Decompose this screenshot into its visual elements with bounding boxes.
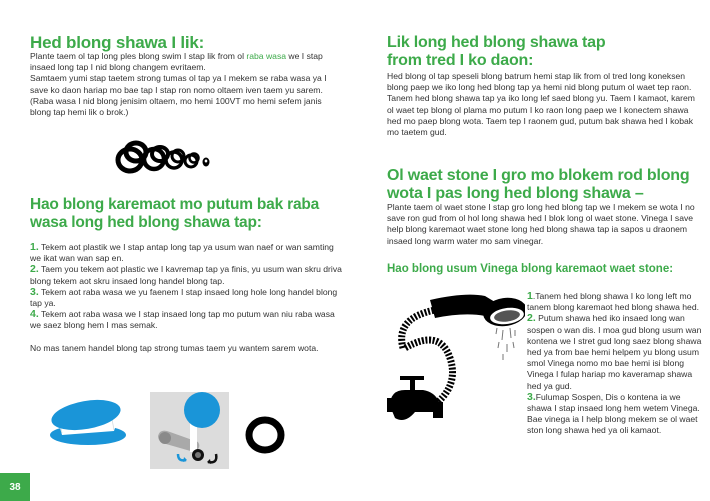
step-3 [30, 287, 344, 309]
step-text: Putum shawa hed iko insaed long wan sospen o wan dis. I moa gud blong usum wan kontena we I stret gud long saez blong shawa hed ya from bae hemi helpem yu blong usum smol Vinega nomo mo bae hemi isi blong Vinega I fulap hariap mo kaveramap shawa hed ya gud. [527, 313, 702, 391]
step-2 [527, 313, 705, 391]
section-body-thread-leak: Hed blong ol tap speseli blong batrum hemi stap lik from ol tred long koneksen blong paep we iko long hed blong tap ya hemi nid blong putum ol waet tep raon. Tanem hed blong shawa tap ya iko long lef saed blong yu. Taem I kamaot, karem ol waet tep blong ol plama mo putum I ko raon long paep we I konectem shawa hed mo paep blong wota. Taem tep I raonem gud, putum bak shawa hed I kobak mo taetem gud. [387, 71, 695, 138]
step-text: Tekem aot raba wasa we yu faenem I stap insaed long hole long handel blong tap ya. [30, 286, 338, 309]
highlight-rubber-washer: raba wasa [246, 51, 287, 61]
step-number: 4. [30, 308, 39, 321]
step-3 [527, 392, 705, 437]
step-text: Fulumap Sospen, Dis o kontena ia we shawa I stap insaed long hem wetem Vinega. Bae vinega ia I help blong mekem se ol waet ston long shawa hed ya oli kamaot. [527, 391, 700, 436]
section-title-vinegar: Hao blong usum Vinega blong karemaot waet stone: [387, 263, 674, 275]
page-number: 38 [0, 473, 30, 501]
text: we I stap insaed long tap I nid blong changem evritaem. [30, 51, 323, 73]
section-title-replace-washer: Hao blong karemaot mo putum bak raba wasa long hed blong shawa tap: [30, 196, 320, 231]
title-line: Ol waet stone I gro mo blokem rod blong [387, 167, 690, 184]
steps-replace-washer [30, 242, 344, 354]
title-line: from tred I ko daon: [387, 52, 534, 69]
step-number: 2. [527, 312, 536, 325]
step-number: 2. [30, 263, 39, 276]
rubber-washers-icon [114, 138, 214, 174]
step-1 [527, 291, 705, 313]
step-4 [30, 309, 344, 331]
section-title-white-stone [387, 167, 707, 203]
washer-diagram-icon [48, 393, 128, 448]
step-text: Tekem aot raba wasa we I stap insaed long tap mo putum wan niu raba wasa we saez blong hem I mas semak. [30, 309, 335, 331]
paragraph [30, 51, 342, 73]
step-number: 3. [527, 390, 536, 403]
warning-note: No mas tanem handel blong tap strong tumas taem yu wantem sarem wota. [30, 342, 319, 353]
step-1 [30, 242, 344, 264]
step-text: .Tanem hed blong shawa I ko long left mo tanem blong karemaot hed blong shawa hed. [527, 291, 699, 313]
step-number: 3. [30, 285, 39, 298]
step-number: 1 [527, 290, 533, 302]
step-number: 1. [30, 241, 39, 253]
paragraph: (Raba wasa I nid blong jenisim oltaem, mo hemi 100VT mo hemi sefem janis blong tap hemi lik o brok.) [30, 95, 322, 118]
shower-head-tap-icon [385, 288, 525, 428]
section-body-shower-head-leak [30, 51, 342, 118]
step-text: Tekem aot plastik we I stap antap long tap ya usum wan naef or wan samting we ikat wan wan sap en. [30, 242, 334, 264]
tap-handle-diagram-icon [150, 392, 229, 469]
o-ring-icon [244, 414, 288, 456]
section-body-white-stone: Plante taem ol waet stone I stap gro long hed blong tap we I mekem se wota I no save ron gud from ol hol long shawa hed I blok long ol waet stone. Vinega I save help blong karemaot waet stone long hed blong shawa tap ia sapos u draonem insaed long warm water mo sam vinegar. [387, 202, 695, 246]
text: Plante taem ol tap long ples blong swim I stap lik from ol [30, 51, 247, 61]
step-2 [30, 264, 344, 286]
section-title-shower-head-leak: Hed blong shawa I lik: [30, 33, 205, 52]
title-line: Lik long hed blong shawa tap [387, 34, 606, 51]
title-line: wota I pas long hed blong shawa – [387, 185, 644, 202]
section-title-thread-leak [387, 34, 707, 70]
steps-vinegar [527, 291, 705, 437]
step-text: Taem you tekem aot plastic we I kavremap tap ya finis, yu usum wan skru driva blong tekem aot skru insaed long handel blong tap. [30, 264, 342, 286]
paragraph: Samtaem yumi stap taetem strong tumas ol tap ya I mekem se raba wasa ya I save ko daon hariap mo bae tap I stap ron nomo oltaem iven taem yu sarem. [30, 73, 327, 95]
